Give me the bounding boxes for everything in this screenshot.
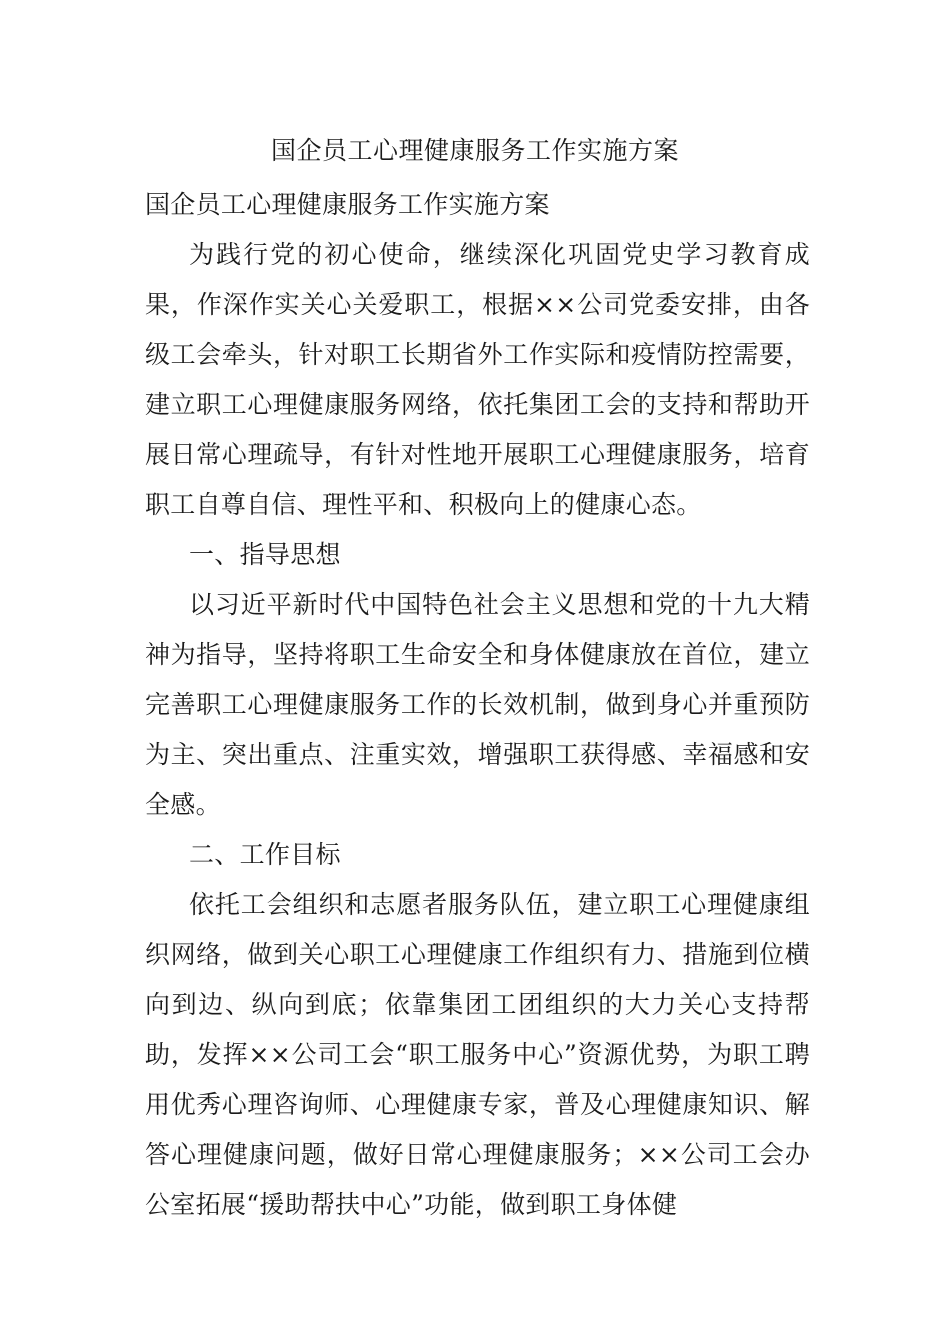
section-heading-work-goals: 二、工作目标: [189, 840, 341, 869]
document-body: [145, 180, 810, 1230]
section-paragraph-guiding-ideology: 以习近平新时代中国特色社会主义思想和党的十九大精神为指导，坚持将职工生命安全和身体健康放在首位，建立完善职工心理健康服务工作的长效机制，做到身心并重预防为主、突出重点、注重实效，增强职工获得感、幸福感和安全感。: [145, 590, 810, 819]
section-paragraph-work-goals: 依托工会组织和志愿者服务队伍，建立职工心理健康组织网络，做到关心职工心理健康工作组织有力、措施到位横向到边、纵向到底；依靠集团工团组织的大力关心支持帮助，发挥××公司工会“职工服务中心”资源优势，为职工聘用优秀心理咨询师、心理健康专家，普及心理健康知识、解答心理健康问题，做好日常心理健康服务；××公司工会办公室拓展“援助帮扶中心”功能，做到职工身体健: [145, 890, 810, 1219]
intro-paragraph: 为践行党的初心使命，继续深化巩固党史学习教育成果，作深作实关心关爱职工，根据××公司党委安排，由各级工会牵头，针对职工长期省外工作实际和疫情防控需要，建立职工心理健康服务网络，依托集团工会的支持和帮助开展日常心理疏导，有针对性地开展职工心理健康服务，培育职工自尊自信、理性平和、积极向上的健康心态。: [145, 240, 810, 519]
section-heading-guiding-ideology: 一、指导思想: [189, 540, 341, 569]
document-subtitle: 国企员工心理健康服务工作实施方案: [145, 190, 550, 219]
document-title: 国企员工心理健康服务工作实施方案: [270, 136, 679, 165]
